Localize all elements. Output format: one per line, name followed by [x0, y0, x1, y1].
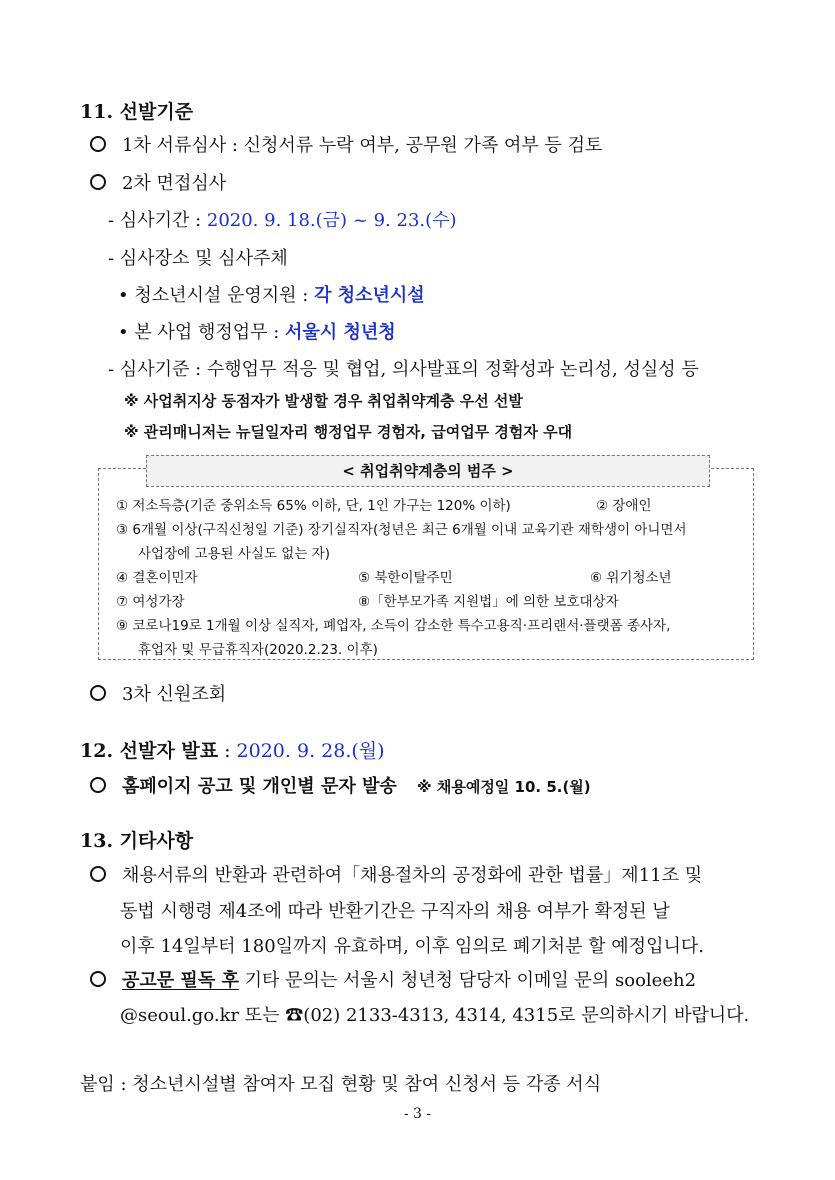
box-line-5b: ⑧「한부모가족 지원법」에 의한 보호대상자 — [358, 594, 619, 610]
circle-bullet-icon — [90, 174, 106, 190]
other-para-2-line-2: @seoul.go.kr 또는 ☎(02) 2133-4313, 4314, 4315로 문의하시기 바랍니다. — [120, 1005, 750, 1026]
circle-bullet-icon — [90, 971, 106, 987]
review-period: - 심사기간 : 2020. 9. 18.(금) ~ 9. 23.(수) — [108, 210, 457, 231]
announcement-method: 홈페이지 공고 및 개인별 문자 발송 ※ 채용예정일 10. 5.(월) — [90, 772, 591, 798]
circle-bullet-icon — [90, 777, 106, 793]
review-place-2: • 본 사업 행정업무 : 서울시 청년청 — [118, 322, 396, 343]
section-13-heading: 13. 기타사항 — [80, 830, 194, 852]
other-para-1-line-3: 이후 14일부터 180일까지 유효하며, 이후 임의로 폐기처분 할 예정입니다. — [120, 936, 704, 957]
box-line-1b: ② 장애인 — [596, 498, 652, 514]
box-line-6: ⑨ 코로나19로 1개월 이상 실직자, 폐업자, 소득이 감소한 특수고용직·프리랜서·플랫폼 종사자, — [116, 618, 671, 634]
note-priority: ※ 사업취지상 동점자가 발생할 경우 취업취약계층 우선 선발 — [124, 392, 523, 410]
box-line-1a: ① 저소득층(기준 중위소득 65% 이하, 단, 1인 가구는 120% 이하) — [116, 498, 511, 514]
section-12-heading: 12. 선발자 발표 : 2020. 9. 28.(월) — [80, 740, 385, 762]
section-11-heading: 11. 선발기준 — [80, 101, 194, 123]
review-place-label: - 심사장소 및 심사주체 — [108, 248, 288, 269]
must-read-notice: 공고문 필독 후 — [122, 970, 239, 991]
review-place-2-value: 서울시 청년청 — [285, 322, 396, 343]
vulnerable-group-box-title: < 취업취약계층의 범주 > — [146, 455, 710, 487]
other-para-1-line-1: 채용서류의 반환과 관련하여「채용절차의 공정화에 관한 법률」제11조 및 — [90, 861, 702, 887]
box-line-4b: ⑤ 북한이탈주민 — [358, 570, 453, 586]
review-place-1-value: 각 청소년시설 — [314, 285, 425, 306]
criteria-item-3: 3차 신원조회 — [90, 680, 226, 706]
circle-bullet-icon — [90, 866, 106, 882]
announcement-date: 2020. 9. 28.(월) — [236, 740, 385, 762]
review-place-1: • 청소년시설 운영지원 : 각 청소년시설 — [118, 285, 425, 306]
box-line-4c: ⑥ 위기청소년 — [590, 570, 672, 586]
note-manager: ※ 관리매니저는 뉴딜일자리 행정업무 경험자, 급여업무 경험자 우대 — [124, 423, 573, 441]
hire-date-note: ※ 채용예정일 10. 5.(월) — [417, 778, 591, 796]
circle-bullet-icon — [90, 685, 106, 701]
attachment-note: 붙임 : 청소년시설별 참여자 모집 현황 및 참여 신청서 등 각종 서식 — [80, 1074, 602, 1095]
box-line-4a: ④ 결혼이민자 — [116, 570, 198, 586]
other-para-2-line-1: 공고문 필독 후 기타 문의는 서울시 청년청 담당자 이메일 문의 sooleeh2 — [90, 966, 696, 992]
page-number: - 3 - — [403, 1106, 432, 1122]
criteria-item-1: 1차 서류심사 : 신청서류 누락 여부, 공무원 가족 여부 등 검토 — [90, 131, 602, 157]
review-period-value: 2020. 9. 18.(금) ~ 9. 23.(수) — [206, 210, 457, 231]
box-line-3: 사업장에 고용된 사실도 없는 자) — [138, 546, 330, 562]
other-para-1-line-2: 동법 시행령 제4조에 따라 반환기간은 구직자의 채용 여부가 확정된 날 — [120, 901, 670, 922]
circle-bullet-icon — [90, 136, 106, 152]
box-line-2: ③ 6개월 이상(구직신청일 기준) 장기실직자(청년은 최근 6개월 이내 교육기관 재학생이 아니면서 — [116, 522, 687, 538]
review-criteria: - 심사기준 : 수행업무 적응 및 협업, 의사발표의 정확성과 논리성, 성실성 등 — [108, 359, 699, 380]
box-line-7: 휴업자 및 무급휴직자(2020.2.23. 이후) — [138, 642, 378, 658]
criteria-item-2: 2차 면접심사 — [90, 169, 226, 195]
box-line-5a: ⑦ 여성가장 — [116, 594, 185, 610]
